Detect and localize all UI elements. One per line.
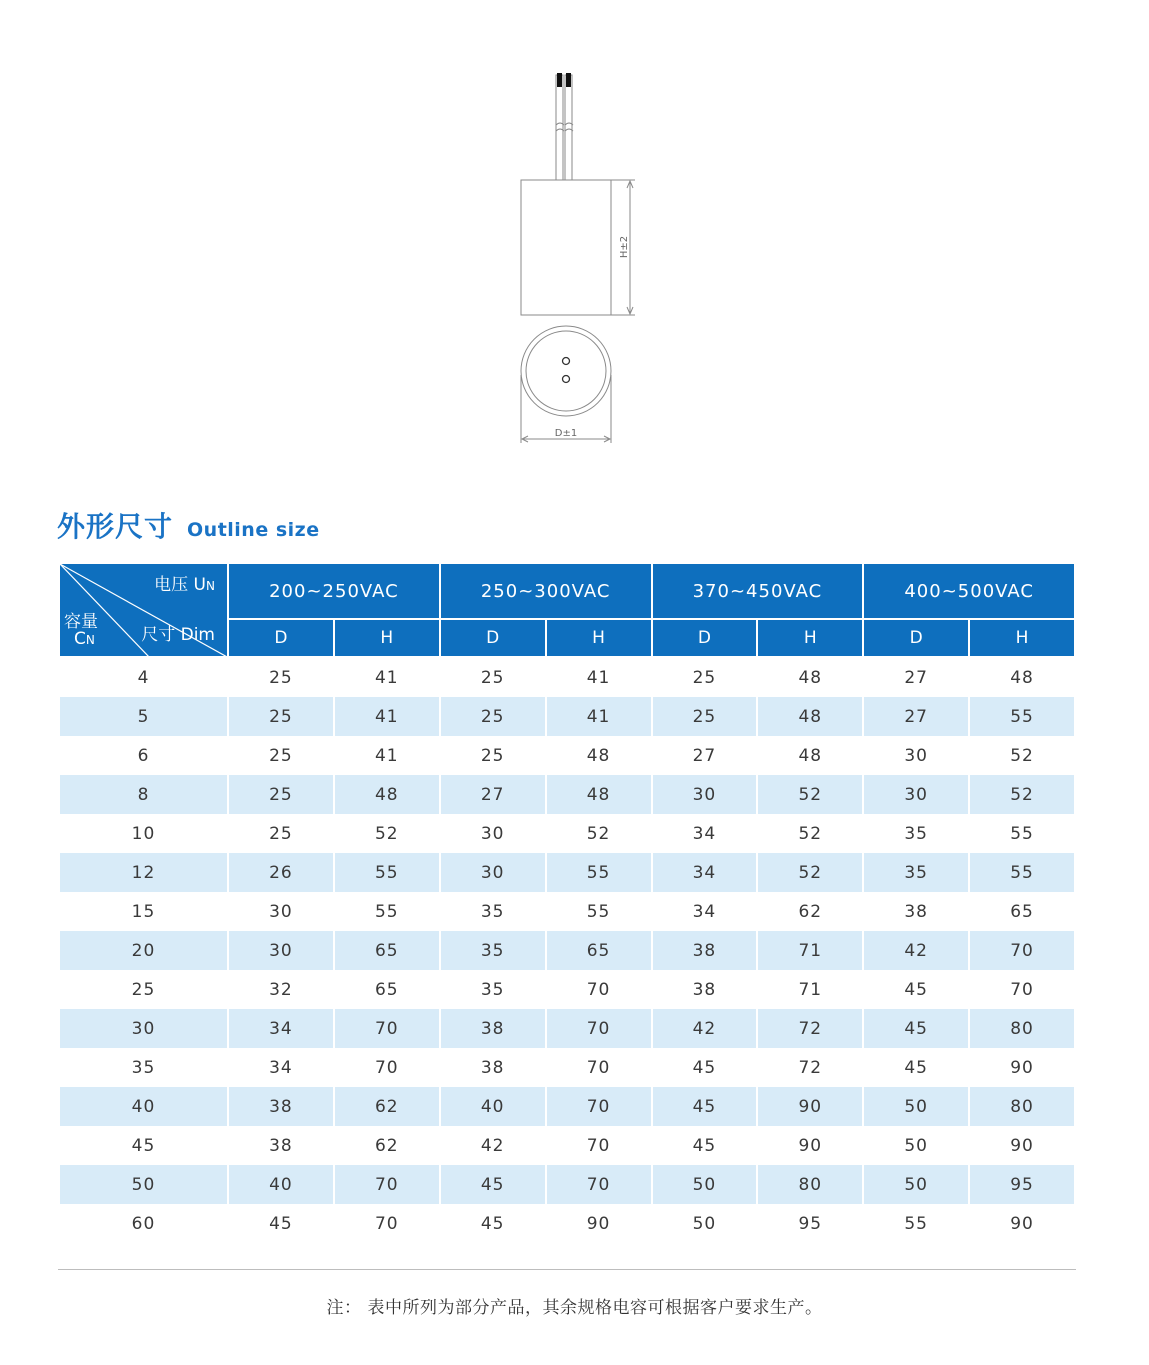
capacitance-cell: 12 bbox=[59, 853, 228, 892]
height-cell: 80 bbox=[757, 1165, 863, 1204]
diameter-cell: 30 bbox=[863, 775, 969, 814]
height-cell: 55 bbox=[334, 853, 440, 892]
section-title bbox=[57, 505, 320, 549]
height-cell: 65 bbox=[334, 970, 440, 1009]
section-title-cn: 外形尺寸 bbox=[57, 510, 174, 543]
height-cell: 65 bbox=[546, 931, 652, 970]
diameter-cell: 35 bbox=[863, 853, 969, 892]
height-cell: 70 bbox=[334, 1048, 440, 1087]
diameter-column-header: D bbox=[863, 619, 969, 657]
capacitance-cell: 60 bbox=[59, 1204, 228, 1243]
capacitance-cell: 25 bbox=[59, 970, 228, 1009]
capacitance-cell: 40 bbox=[59, 1087, 228, 1126]
dimension-axis-label: 尺寸 Dim bbox=[141, 625, 215, 645]
diameter-cell: 35 bbox=[863, 814, 969, 853]
table-row bbox=[59, 814, 1075, 853]
diameter-dimension-label: D±1 bbox=[554, 428, 578, 439]
height-cell: 72 bbox=[757, 1048, 863, 1087]
height-cell: 70 bbox=[546, 1126, 652, 1165]
height-cell: 41 bbox=[334, 736, 440, 775]
height-cell: 52 bbox=[757, 775, 863, 814]
height-dimension-label: H±2 bbox=[619, 235, 630, 259]
height-cell: 55 bbox=[546, 892, 652, 931]
diameter-cell: 50 bbox=[863, 1165, 969, 1204]
height-cell: 70 bbox=[546, 1165, 652, 1204]
height-cell: 41 bbox=[546, 697, 652, 736]
diameter-cell: 40 bbox=[228, 1165, 334, 1204]
diameter-cell: 34 bbox=[652, 892, 758, 931]
voltage-header: 400~500VAC bbox=[863, 563, 1075, 619]
table-row bbox=[59, 853, 1075, 892]
capacitance-cell: 6 bbox=[59, 736, 228, 775]
height-cell: 80 bbox=[969, 1009, 1075, 1048]
capacitance-cell: 30 bbox=[59, 1009, 228, 1048]
height-cell: 62 bbox=[334, 1087, 440, 1126]
diameter-cell: 38 bbox=[440, 1009, 546, 1048]
height-cell: 70 bbox=[969, 931, 1075, 970]
diameter-cell: 25 bbox=[228, 736, 334, 775]
capacitance-cell: 45 bbox=[59, 1126, 228, 1165]
height-cell: 48 bbox=[969, 657, 1075, 697]
capacitance-cell: 35 bbox=[59, 1048, 228, 1087]
diameter-cell: 27 bbox=[863, 697, 969, 736]
height-column-header: H bbox=[546, 619, 652, 657]
height-cell: 55 bbox=[546, 853, 652, 892]
diameter-cell: 35 bbox=[440, 892, 546, 931]
table-row bbox=[59, 657, 1075, 697]
height-cell: 55 bbox=[969, 853, 1075, 892]
diameter-cell: 50 bbox=[652, 1165, 758, 1204]
lead-wire-left bbox=[556, 75, 563, 180]
table-row bbox=[59, 1048, 1075, 1087]
height-cell: 65 bbox=[334, 931, 440, 970]
lead-tip-right bbox=[566, 73, 571, 87]
diameter-cell: 45 bbox=[440, 1165, 546, 1204]
height-cell: 41 bbox=[546, 657, 652, 697]
height-cell: 80 bbox=[969, 1087, 1075, 1126]
diameter-cell: 35 bbox=[440, 931, 546, 970]
section-title-en: Outline size bbox=[187, 519, 320, 541]
diameter-cell: 30 bbox=[228, 931, 334, 970]
diameter-cell: 45 bbox=[652, 1087, 758, 1126]
diameter-cell: 30 bbox=[863, 736, 969, 775]
capacitance-cell: 8 bbox=[59, 775, 228, 814]
height-cell: 70 bbox=[334, 1204, 440, 1243]
capacitor-outline-drawing bbox=[480, 55, 680, 455]
capacitance-cell: 20 bbox=[59, 931, 228, 970]
diameter-cell: 25 bbox=[228, 775, 334, 814]
diameter-cell: 38 bbox=[440, 1048, 546, 1087]
capacitance-axis-label: 容量 CN bbox=[64, 612, 98, 649]
height-cell: 41 bbox=[334, 657, 440, 697]
voltage-axis-label: 电压 UN bbox=[154, 575, 215, 595]
table-row bbox=[59, 931, 1075, 970]
height-cell: 90 bbox=[969, 1048, 1075, 1087]
voltage-header: 200~250VAC bbox=[228, 563, 440, 619]
diameter-column-header: D bbox=[228, 619, 334, 657]
diameter-cell: 45 bbox=[440, 1204, 546, 1243]
diameter-cell: 45 bbox=[228, 1204, 334, 1243]
height-cell: 71 bbox=[757, 970, 863, 1009]
table-row bbox=[59, 1009, 1075, 1048]
diameter-column-header: D bbox=[652, 619, 758, 657]
height-column-header: H bbox=[334, 619, 440, 657]
height-cell: 52 bbox=[757, 853, 863, 892]
diameter-cell: 45 bbox=[652, 1126, 758, 1165]
diameter-cell: 25 bbox=[652, 697, 758, 736]
height-cell: 90 bbox=[969, 1204, 1075, 1243]
lead-wire-right bbox=[565, 75, 572, 180]
height-cell: 65 bbox=[969, 892, 1075, 931]
height-cell: 95 bbox=[969, 1165, 1075, 1204]
diameter-column-header: D bbox=[440, 619, 546, 657]
diameter-cell: 55 bbox=[863, 1204, 969, 1243]
height-cell: 48 bbox=[757, 657, 863, 697]
height-cell: 90 bbox=[757, 1087, 863, 1126]
height-column-header: H bbox=[969, 619, 1075, 657]
diameter-cell: 34 bbox=[228, 1048, 334, 1087]
diameter-cell: 42 bbox=[863, 931, 969, 970]
diameter-cell: 30 bbox=[228, 892, 334, 931]
table-row bbox=[59, 736, 1075, 775]
height-cell: 70 bbox=[546, 1048, 652, 1087]
diameter-cell: 34 bbox=[652, 853, 758, 892]
footer-divider bbox=[58, 1269, 1076, 1270]
capacitance-cell: 50 bbox=[59, 1165, 228, 1204]
height-cell: 55 bbox=[334, 892, 440, 931]
diameter-cell: 25 bbox=[228, 697, 334, 736]
capacitance-cell: 10 bbox=[59, 814, 228, 853]
capacitor-body bbox=[521, 180, 611, 315]
diameter-cell: 25 bbox=[440, 736, 546, 775]
voltage-header: 370~450VAC bbox=[652, 563, 864, 619]
diameter-cell: 27 bbox=[440, 775, 546, 814]
height-cell: 52 bbox=[757, 814, 863, 853]
diameter-cell: 45 bbox=[863, 1009, 969, 1048]
table-row bbox=[59, 1087, 1075, 1126]
footer-note: 注： 表中所列为部分产品，其余规格电容可根据客户要求生产。 bbox=[326, 1298, 823, 1318]
diameter-cell: 25 bbox=[228, 657, 334, 697]
diameter-cell: 38 bbox=[228, 1126, 334, 1165]
diameter-cell: 45 bbox=[863, 1048, 969, 1087]
height-cell: 95 bbox=[757, 1204, 863, 1243]
capacitance-cell: 5 bbox=[59, 697, 228, 736]
table-row bbox=[59, 892, 1075, 931]
height-cell: 41 bbox=[334, 697, 440, 736]
diameter-cell: 30 bbox=[652, 775, 758, 814]
diameter-cell: 38 bbox=[863, 892, 969, 931]
height-cell: 70 bbox=[969, 970, 1075, 1009]
height-cell: 48 bbox=[546, 736, 652, 775]
diameter-cell: 26 bbox=[228, 853, 334, 892]
diameter-cell: 45 bbox=[652, 1048, 758, 1087]
diameter-cell: 32 bbox=[228, 970, 334, 1009]
table-row bbox=[59, 970, 1075, 1009]
height-cell: 90 bbox=[757, 1126, 863, 1165]
height-cell: 55 bbox=[969, 814, 1075, 853]
diameter-cell: 30 bbox=[440, 814, 546, 853]
table-row bbox=[59, 775, 1075, 814]
height-cell: 90 bbox=[546, 1204, 652, 1243]
height-cell: 70 bbox=[334, 1009, 440, 1048]
diameter-cell: 40 bbox=[440, 1087, 546, 1126]
diameter-cell: 27 bbox=[863, 657, 969, 697]
height-cell: 70 bbox=[546, 970, 652, 1009]
diameter-cell: 45 bbox=[863, 970, 969, 1009]
diameter-cell: 42 bbox=[440, 1126, 546, 1165]
table-row bbox=[59, 697, 1075, 736]
diameter-cell: 25 bbox=[440, 697, 546, 736]
terminal-top bbox=[563, 358, 570, 365]
height-cell: 72 bbox=[757, 1009, 863, 1048]
height-cell: 90 bbox=[969, 1126, 1075, 1165]
outline-size-table bbox=[58, 562, 1076, 1243]
height-cell: 70 bbox=[546, 1009, 652, 1048]
height-cell: 48 bbox=[757, 736, 863, 775]
height-cell: 71 bbox=[757, 931, 863, 970]
height-cell: 52 bbox=[334, 814, 440, 853]
diameter-cell: 42 bbox=[652, 1009, 758, 1048]
height-cell: 62 bbox=[334, 1126, 440, 1165]
height-cell: 48 bbox=[546, 775, 652, 814]
diameter-cell: 50 bbox=[652, 1204, 758, 1243]
diameter-cell: 34 bbox=[652, 814, 758, 853]
capacitor-top-view bbox=[521, 326, 611, 416]
table-row bbox=[59, 1165, 1075, 1204]
diameter-cell: 38 bbox=[652, 931, 758, 970]
height-cell: 48 bbox=[334, 775, 440, 814]
diameter-cell: 35 bbox=[440, 970, 546, 1009]
table-row bbox=[59, 1126, 1075, 1165]
height-cell: 48 bbox=[757, 697, 863, 736]
diameter-cell: 50 bbox=[863, 1126, 969, 1165]
height-cell: 52 bbox=[969, 736, 1075, 775]
lead-tip-left bbox=[557, 73, 562, 87]
table-corner-header bbox=[59, 563, 228, 657]
table-row bbox=[59, 1204, 1075, 1243]
height-cell: 55 bbox=[969, 697, 1075, 736]
capacitance-cell: 15 bbox=[59, 892, 228, 931]
height-cell: 62 bbox=[757, 892, 863, 931]
diameter-cell: 38 bbox=[652, 970, 758, 1009]
diameter-cell: 34 bbox=[228, 1009, 334, 1048]
diameter-cell: 50 bbox=[863, 1087, 969, 1126]
diameter-cell: 25 bbox=[228, 814, 334, 853]
height-column-header: H bbox=[757, 619, 863, 657]
height-cell: 70 bbox=[334, 1165, 440, 1204]
diameter-cell: 27 bbox=[652, 736, 758, 775]
height-cell: 70 bbox=[546, 1087, 652, 1126]
height-cell: 52 bbox=[546, 814, 652, 853]
diameter-cell: 30 bbox=[440, 853, 546, 892]
voltage-header: 250~300VAC bbox=[440, 563, 652, 619]
diameter-cell: 25 bbox=[652, 657, 758, 697]
capacitance-cell: 4 bbox=[59, 657, 228, 697]
table-body bbox=[59, 657, 1075, 1243]
diameter-cell: 38 bbox=[228, 1087, 334, 1126]
diameter-cell: 25 bbox=[440, 657, 546, 697]
terminal-bottom bbox=[563, 376, 570, 383]
height-cell: 52 bbox=[969, 775, 1075, 814]
